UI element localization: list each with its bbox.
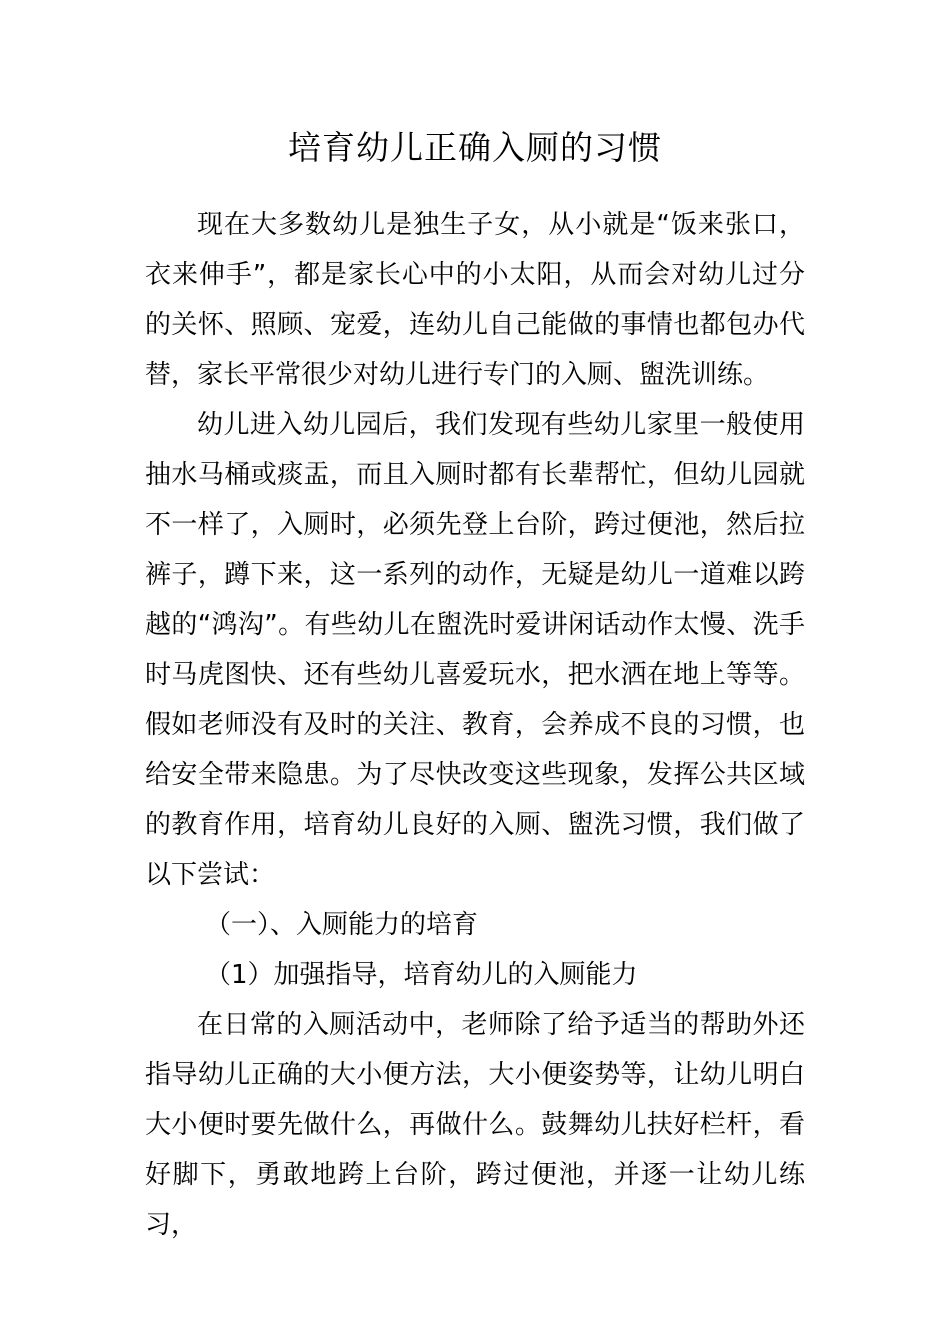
- paragraph-intro: 现在大多数幼儿是独生子女，从小就是“饭来张口，衣来伸手”，都是家长心中的小太阳，从而会对幼儿过分的关怀、照顾、宠爱，连幼儿自己能做的事情也都包办代替，家长平常很少对幼儿进行专门的入厕、盥洗训练。: [145, 210, 805, 390]
- document-title: 培育幼儿正确入厕的习惯: [288, 128, 662, 167]
- subsection-heading: （1）加强指导，培育幼儿的入厕能力: [205, 960, 638, 990]
- paragraph-guidance: 在日常的入厕活动中，老师除了给予适当的帮助外还指导幼儿正确的大小便方法，大小便姿势等，让幼儿明白大小便时要先做什么，再做什么。鼓舞幼儿扶好栏杆，看好脚下，勇敢地跨上台阶，跨过便池，并逐一让幼儿练习，: [145, 1010, 805, 1240]
- section-heading: （一）、入厕能力的培育: [205, 910, 479, 940]
- document-body: [145, 200, 805, 1250]
- paragraph-observation: 幼儿进入幼儿园后，我们发现有些幼儿家里一般使用抽水马桶或痰盂，而且入厕时都有长辈帮忙，但幼儿园就不一样了，入厕时，必须先登上台阶，跨过便池，然后拉裤子，蹲下来，这一系列的动作，无疑是幼儿一道难以跨越的“鸿沟”。有些幼儿在盥洗时爱讲闲话动作太慢、洗手时马虎图快、还有些幼儿喜爱玩水，把水洒在地上等等。假如老师没有及时的关注、教育，会养成不良的习惯，也给安全带来隐患。为了尽快改变这些现象，发挥公共区域的教育作用，培育幼儿良好的入厕、盥洗习惯，我们做了以下尝试：: [145, 410, 805, 890]
